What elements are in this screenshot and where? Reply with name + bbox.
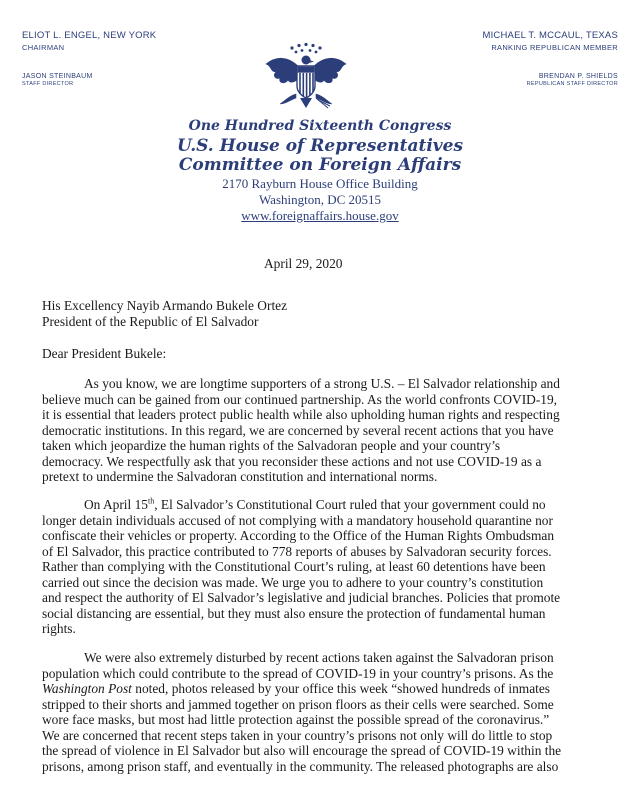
paragraph-line bbox=[42, 497, 610, 513]
paragraph-line: confiscate their vehicles or property. According to the Office of the Human Rights Ombudsman bbox=[42, 528, 555, 543]
eagle-seal-icon bbox=[262, 42, 350, 120]
letter-date: April 29, 2020 bbox=[264, 256, 343, 271]
website-link[interactable]: www.foreignaffairs.house.gov bbox=[241, 208, 399, 223]
paragraph-line: pretext to undermine the Salvadoran constitution and international norms. bbox=[42, 469, 438, 484]
paragraph-line: and respect the authority of El Salvador’s legislative and judicial branches. Policies that promote bbox=[42, 590, 561, 605]
staff-director-role: STAFF DIRECTOR bbox=[22, 81, 74, 87]
paragraph-line: carried out since the decision was made. We urge you to adhere to your country’s constitution bbox=[42, 574, 544, 590]
paragraph-line: As you know, we are longtime supporters of a strong U.S. – El Salvador relationship and bbox=[84, 376, 560, 391]
paragraph-line: of El Salvador, this practice contributed to 778 reports of abuses by Salvadoran security forces. bbox=[42, 543, 552, 559]
paragraph-line: stripped to their shorts and jammed together on prison floors as their cells were searched. Some bbox=[42, 696, 554, 712]
committee-title: Committee on Foreign Affairs bbox=[178, 155, 462, 175]
paragraph-3 bbox=[42, 650, 610, 774]
paragraph-line: it is essential that leaders protect public health while also upholding human rights and respecting bbox=[42, 407, 560, 422]
paragraph-line: rights. bbox=[42, 621, 76, 636]
paragraph-line: believe much can be gained from our continued partnership. As the world confronts COVID-19, bbox=[42, 391, 558, 407]
p2-lead-rest: , El Salvador’s Constitutional Court ruled that your government could no bbox=[154, 497, 546, 512]
paragraph-line: population which could contribute to the spread of COVID-19 in your country’s prisons. As the bbox=[42, 665, 554, 681]
paragraph-line: We are concerned that recent steps taken in your country’s prisons not only will do little to stop bbox=[42, 727, 553, 743]
congress-title: One Hundred Sixteenth Congress bbox=[188, 118, 452, 134]
paragraph-line: democratic institutions. In this regard, we are concerned by several recent actions that you have bbox=[42, 422, 554, 438]
salutation: Dear President Bukele: bbox=[42, 346, 167, 361]
paragraph-line: taken which jeopardize the human rights of the Salvadoran people and your country’s bbox=[42, 438, 501, 453]
chairman-name: ELIOT L. ENGEL, NEW YORK bbox=[22, 30, 157, 41]
recipient-title: President of the Republic of El Salvador bbox=[42, 313, 259, 329]
paragraph-line: prisons, among prison staff, and eventually in the community. The released photographs are also bbox=[42, 758, 559, 774]
paragraph-1 bbox=[42, 376, 610, 485]
staff-director-block bbox=[22, 73, 93, 87]
paragraph-line bbox=[42, 681, 610, 697]
republican-staff-block bbox=[527, 73, 618, 87]
paragraph-line: the spread of violence in El Salvador but also will encourage the spread of COVID-19 within the bbox=[42, 743, 562, 758]
recipient-block bbox=[42, 298, 287, 329]
ranking-member-role: RANKING REPUBLICAN MEMBER bbox=[491, 43, 618, 52]
paragraph-2 bbox=[42, 497, 610, 637]
house-title: U.S. House of Representatives bbox=[176, 136, 464, 156]
republican-staff-name: BRENDAN P. SHIELDS bbox=[538, 73, 618, 80]
p3-line3-rest: noted, photos released by your office this week “showed hundreds of inmates bbox=[131, 681, 551, 696]
republican-staff-role: REPUBLICAN STAFF DIRECTOR bbox=[526, 81, 618, 87]
chairman-block bbox=[22, 30, 156, 52]
publication-name: Washington Post bbox=[42, 681, 132, 696]
address-line-2: Washington, DC 20515 bbox=[258, 192, 382, 207]
recipient-name: His Excellency Nayib Armando Bukele Ortez bbox=[42, 298, 288, 313]
paragraph-line: democracy. We respectfully ask that you reconsider these actions and not use COVID-19 as a bbox=[42, 453, 542, 469]
paragraph-line: social distancing are essential, but they must also ensure the protection of fundamental human bbox=[42, 605, 546, 621]
paragraph-line: Rather than complying with the Constitutional Court’s ruling, at least 60 detentions have been bbox=[42, 559, 546, 574]
address-line-1: 2170 Rayburn House Office Building bbox=[222, 176, 418, 191]
p2-lead: On April 15 bbox=[84, 497, 148, 512]
staff-director-name: JASON STEINBAUM bbox=[22, 73, 93, 80]
ranking-member-name: MICHAEL T. MCCAUL, TEXAS bbox=[482, 30, 618, 41]
chairman-role: CHAIRMAN bbox=[22, 43, 65, 52]
paragraph-line: We were also extremely disturbed by recent actions taken against the Salvadoran prison bbox=[84, 650, 554, 665]
paragraph-line: wore face masks, but most had little protection against the possible spread of the coronavirus.” bbox=[42, 712, 550, 727]
paragraph-line: longer detain individuals accused of not complying with a mandatory household quarantine nor bbox=[42, 512, 553, 528]
ranking-member-block bbox=[482, 30, 618, 52]
ordinal-suffix: th bbox=[147, 496, 155, 506]
